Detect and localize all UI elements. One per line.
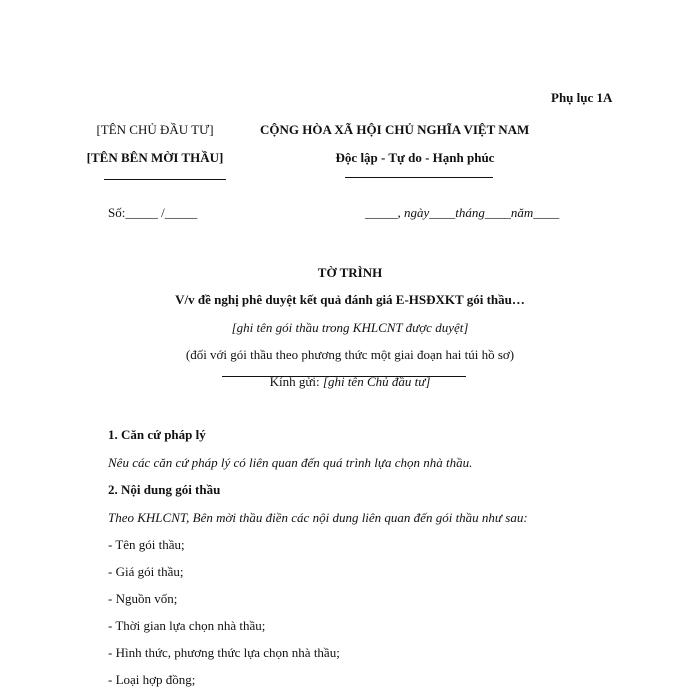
list-item: - Thời gian lựa chọn nhà thầu;	[108, 618, 266, 633]
section-heading-legal-basis: 1. Căn cứ pháp lý	[108, 427, 206, 442]
document-number: Số:_____ /_____	[108, 205, 198, 220]
section-heading-package-content: 2. Nội dung gói thầu	[108, 482, 221, 497]
tenderer-placeholder: [TÊN BÊN MỜI THẦU]	[86, 150, 224, 165]
package-name-hint: [ghi tên gói thầu trong KHLCNT được duyệt]	[231, 320, 469, 335]
document-subject: V/v đề nghị phê duyệt kết quả đánh giá E-HSĐXKT gói thầu…	[175, 292, 525, 307]
document-title: TỜ TRÌNH	[317, 265, 383, 280]
country-name: CỘNG HÒA XÃ HỘI CHỦ NGHĨA VIỆT NAM	[260, 122, 530, 137]
list-item: - Nguồn vốn;	[108, 591, 178, 606]
list-item: - Tên gói thầu;	[108, 537, 185, 552]
list-item: - Giá gói thầu;	[108, 564, 184, 579]
list-item: - Loại hợp đồng;	[108, 672, 196, 687]
left-header-divider	[104, 179, 226, 180]
recipient-hint: [ghi tên Chủ đầu tư]	[322, 374, 431, 389]
recipient-label: Kính gửi:	[269, 374, 323, 389]
right-header-divider	[345, 177, 493, 178]
list-item: - Hình thức, phương thức lựa chọn nhà thầu;	[108, 645, 340, 660]
section-intro-package-content: Theo KHLCNT, Bên mời thầu điền các nội dung liên quan đến gói thầu như sau:	[108, 510, 528, 525]
procurement-method-note: (đối với gói thầu theo phương thức một giai đoạn hai túi hồ sơ)	[185, 347, 515, 362]
recipient-line	[0, 374, 700, 390]
national-motto: Độc lập - Tự do - Hạnh phúc	[335, 150, 495, 165]
investor-placeholder: [TÊN CHỦ ĐẦU TƯ]	[96, 122, 214, 137]
appendix-label: Phụ lục 1A	[551, 90, 613, 105]
section-intro-legal-basis: Nêu các căn cứ pháp lý có liên quan đến quá trình lựa chọn nhà thầu.	[108, 455, 473, 470]
document-date: _____, ngày____tháng____năm____	[365, 205, 560, 220]
